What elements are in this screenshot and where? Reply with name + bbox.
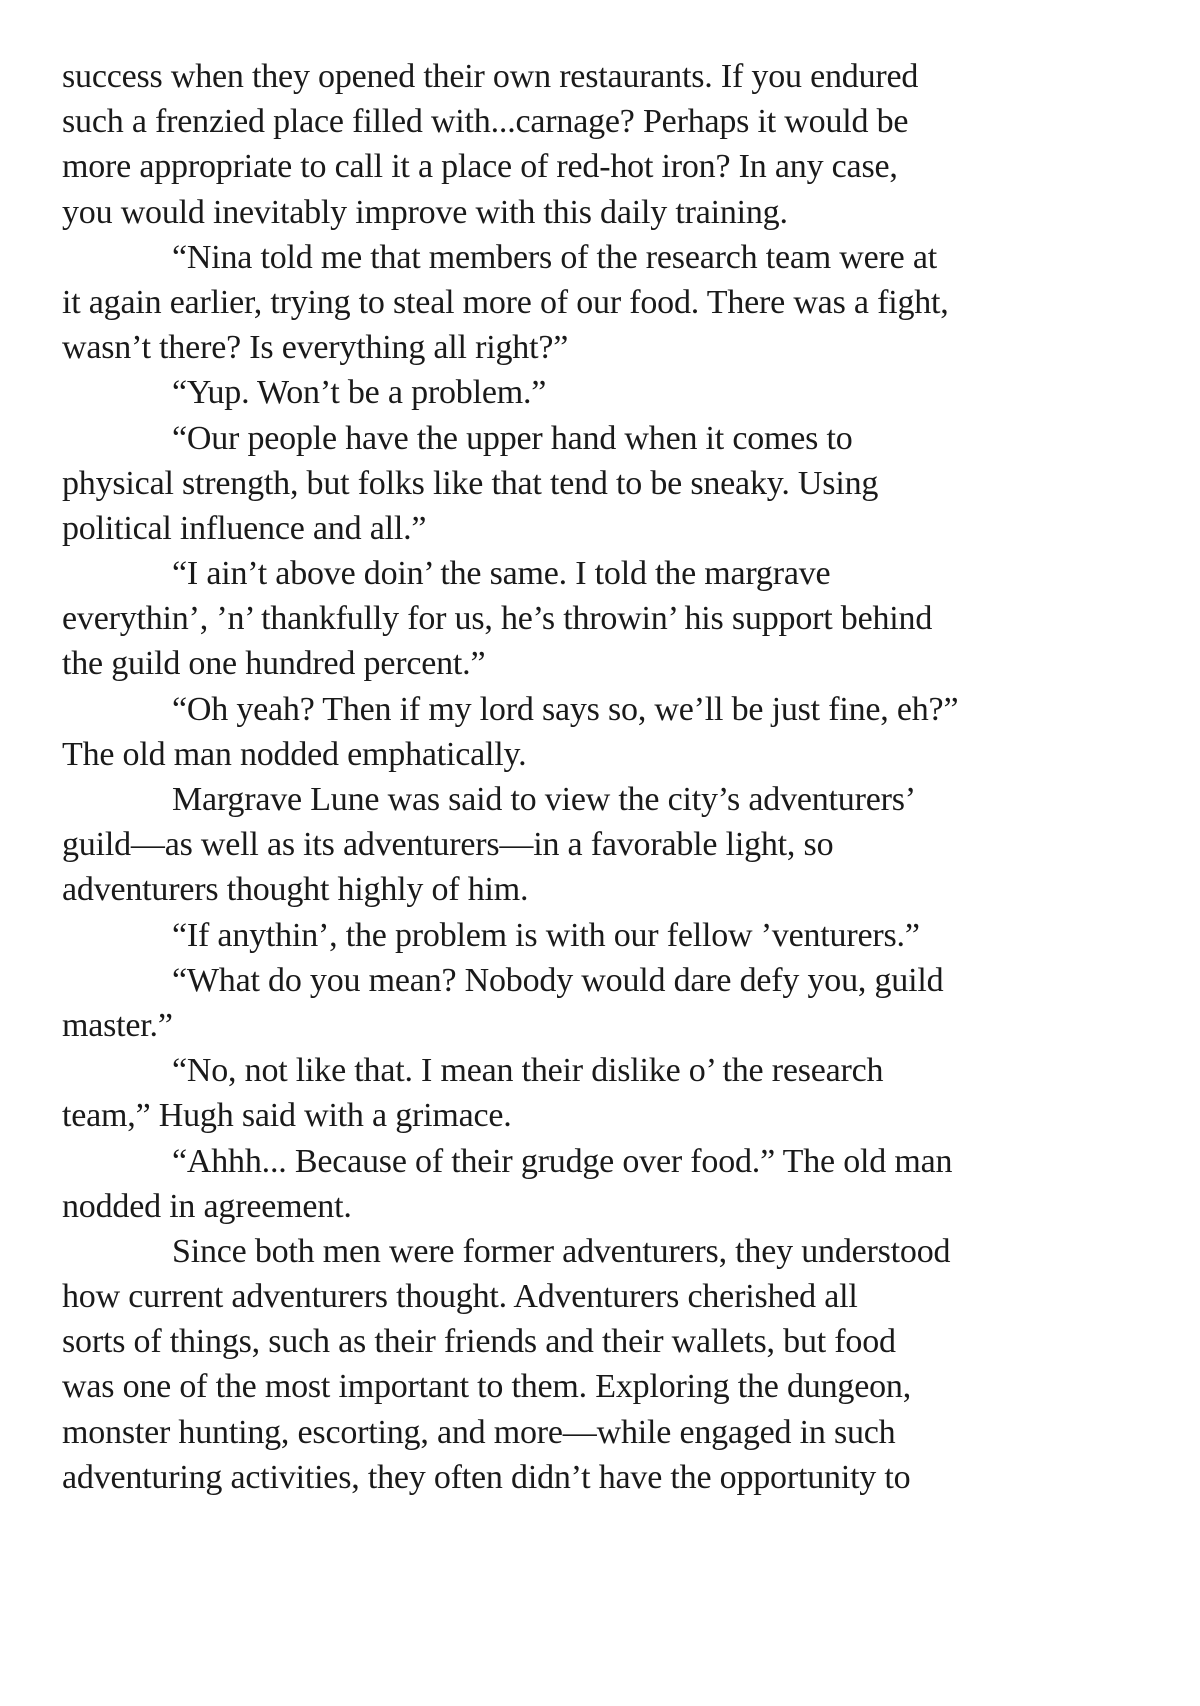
text-line: “No, not like that. I mean their dislike o’ the research xyxy=(172,1052,884,1090)
text-line: physical strength, but folks like that tend to be sneaky. Using xyxy=(62,464,879,502)
text-line: political influence and all.” xyxy=(62,509,427,547)
text-line: more appropriate to call it a place of red-hot iron? In any case, xyxy=(62,148,898,186)
text-line: you would inevitably improve with this daily training. xyxy=(62,193,788,231)
paragraph xyxy=(62,777,1142,913)
text-line: such a frenzied place filled with...carnage? Perhaps it would be xyxy=(62,103,909,141)
text-line: sorts of things, such as their friends and their wallets, but food xyxy=(62,1323,896,1361)
text-line: team,” Hugh said with a grimace. xyxy=(62,1097,512,1135)
text-line: adventuring activities, they often didn’t have the opportunity to xyxy=(62,1458,911,1496)
text-line: how current adventurers thought. Adventurers cherished all xyxy=(62,1278,858,1316)
text-line: “Ahhh... Because of their grudge over food.” The old man xyxy=(172,1142,953,1180)
text-line: guild—as well as its adventurers—in a favorable light, so xyxy=(62,826,834,864)
text-line: “I ain’t above doin’ the same. I told the margrave xyxy=(172,555,831,593)
paragraph xyxy=(62,1139,1142,1229)
text-line: monster hunting, escorting, and more—while engaged in such xyxy=(62,1413,896,1451)
paragraph xyxy=(62,687,1142,777)
text-line: “Yup. Won’t be a problem.” xyxy=(172,374,547,412)
paragraph xyxy=(62,416,1142,552)
text-line: The old man nodded emphatically. xyxy=(62,735,527,773)
text-line: everythin’, ’n’ thankfully for us, he’s throwin’ his support behind xyxy=(62,600,933,638)
text-line: nodded in agreement. xyxy=(62,1187,352,1225)
text-line: “If anythin’, the problem is with our fellow ’venturers.” xyxy=(172,916,920,954)
text-line: it again earlier, trying to steal more of our food. There was a fight, xyxy=(62,283,949,321)
paragraph xyxy=(62,551,1142,687)
text-line: wasn’t there? Is everything all right?” xyxy=(62,329,569,367)
paragraph xyxy=(62,1048,1142,1138)
text-line: adventurers thought highly of him. xyxy=(62,871,529,909)
book-page xyxy=(62,54,1142,1500)
paragraph xyxy=(62,370,1142,415)
text-line: success when they opened their own restaurants. If you endured xyxy=(62,58,919,95)
paragraph xyxy=(62,235,1142,371)
text-line: Margrave Lune was said to view the city’s adventurers’ xyxy=(172,781,916,818)
text-line: the guild one hundred percent.” xyxy=(62,645,486,683)
text-line: Since both men were former adventurers, they understood xyxy=(172,1232,951,1270)
paragraph xyxy=(62,54,1142,235)
text-line: was one of the most important to them. Exploring the dungeon, xyxy=(62,1368,911,1406)
paragraph xyxy=(62,1229,1142,1500)
text-line: “Our people have the upper hand when it comes to xyxy=(172,419,853,457)
paragraph xyxy=(62,958,1142,1048)
text-line: master.” xyxy=(62,1006,173,1044)
text-line: “What do you mean? Nobody would dare defy you, guild xyxy=(172,961,944,999)
text-line: “Nina told me that members of the research team were at xyxy=(172,238,937,276)
paragraph xyxy=(62,913,1142,958)
text-line: “Oh yeah? Then if my lord says so, we’ll be just fine, eh?” xyxy=(172,690,959,728)
